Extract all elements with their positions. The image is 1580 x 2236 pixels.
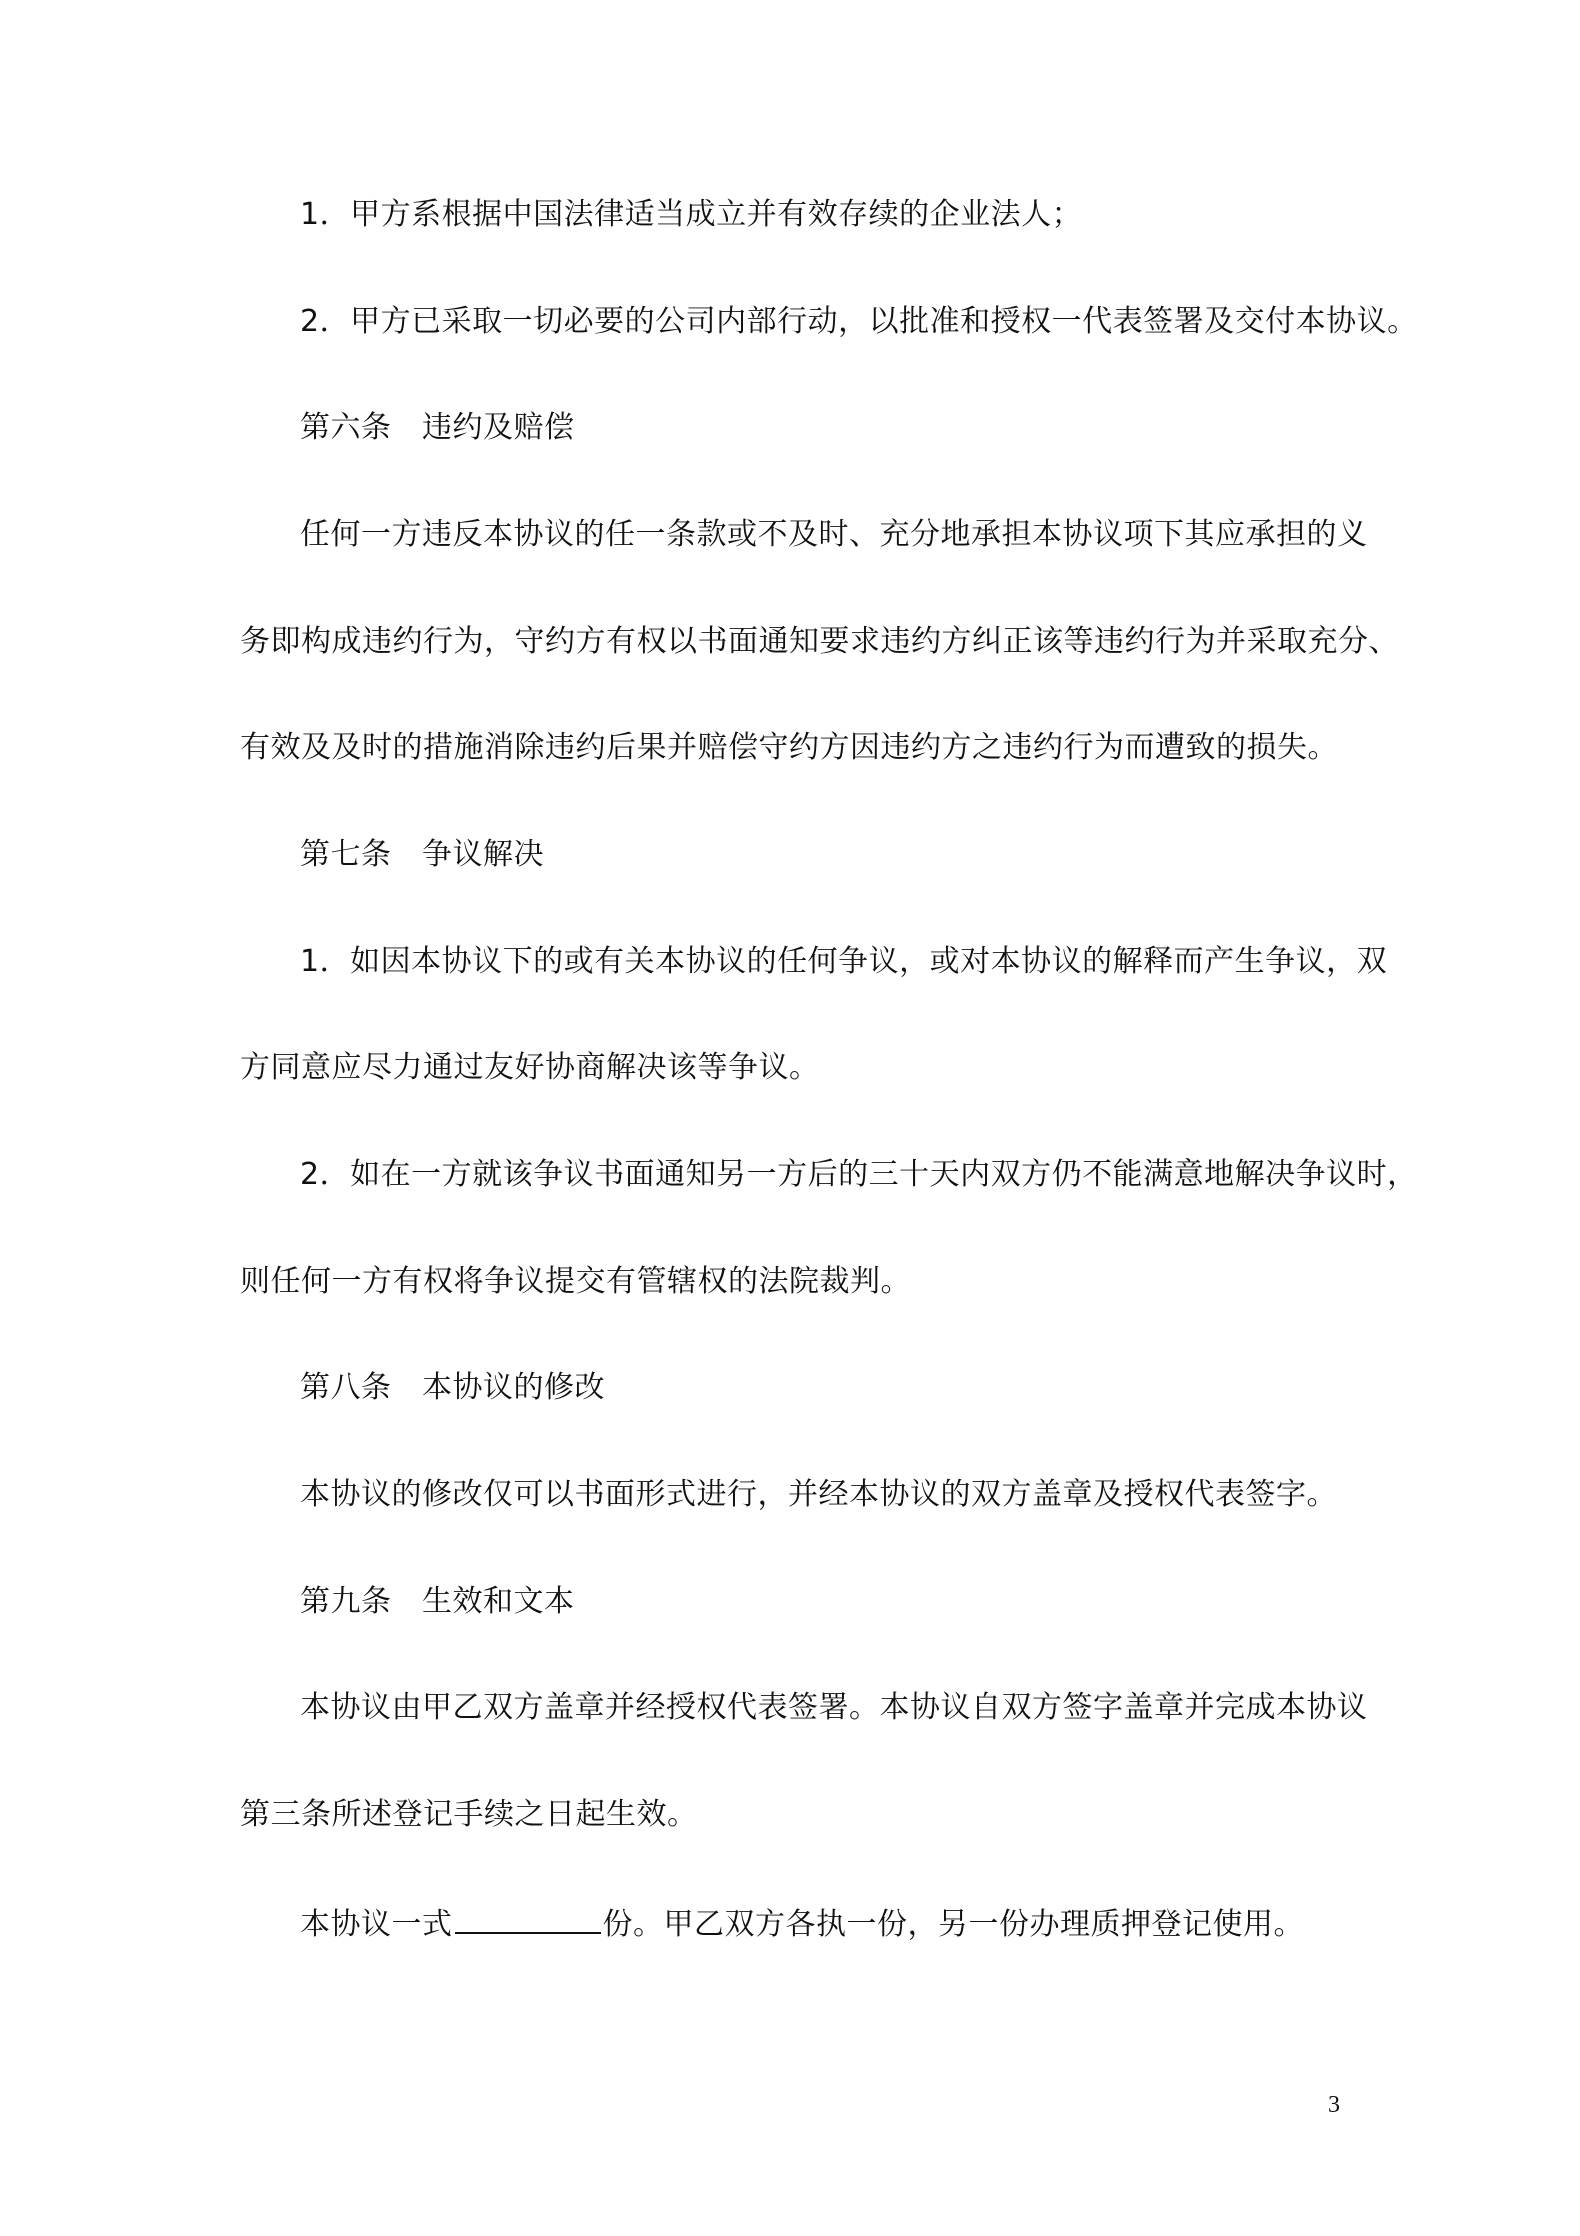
clause-5-item-1: 1．甲方系根据中国法律适当成立并有效存续的企业法人；	[300, 197, 1083, 232]
article-6-text-line-2: 务即构成违约行为，守约方有权以书面通知要求违约方纠正该等违约行为并采取充分、	[240, 624, 1399, 659]
article-9-text-line-1: 本协议由甲乙双方盖章并经授权代表签署。本协议自双方签字盖章并完成本协议	[300, 1690, 1368, 1725]
article-6-heading: 第六条 违约及赔偿	[300, 410, 575, 445]
copies-prefix: 本协议一式	[300, 1907, 453, 1942]
copies-suffix: 份。甲乙双方各执一份，另一份办理质押登记使用。	[602, 1907, 1304, 1942]
article-7-heading: 第七条 争议解决	[300, 837, 544, 872]
article-7-item-1-line-2: 方同意应尽力通过友好协商解决该等争议。	[240, 1050, 820, 1085]
article-7-item-2-line-1: 2．如在一方就该争议书面通知另一方后的三十天内双方仍不能满意地解决争议时，	[300, 1157, 1418, 1192]
article-6-text-line-3: 有效及及时的措施消除违约后果并赔偿守约方因违约方之违约行为而遭致的损失。	[240, 730, 1338, 765]
article-8-text: 本协议的修改仅可以书面形式进行，并经本协议的双方盖章及授权代表签字。	[300, 1477, 1337, 1512]
article-9-text-line-2: 第三条所述登记手续之日起生效。	[240, 1797, 698, 1832]
article-6-text-line-1: 任何一方违反本协议的任一条款或不及时、充分地承担本协议项下其应承担的义	[300, 517, 1368, 552]
clause-5-item-2: 2．甲方已采取一切必要的公司内部行动，以批准和授权一代表签署及交付本协议。	[300, 304, 1418, 339]
page-number: 3	[1328, 2092, 1340, 2118]
article-7-item-2-line-2: 则任何一方有权将争议提交有管辖权的法院裁判。	[240, 1264, 911, 1299]
copies-count-blank[interactable]	[455, 1902, 601, 1934]
copies-sentence	[300, 1902, 1304, 1945]
article-8-heading: 第八条 本协议的修改	[300, 1370, 605, 1405]
article-7-item-1-line-1: 1．如因本协议下的或有关本协议的任何争议，或对本协议的解释而产生争议，双	[300, 944, 1388, 979]
article-9-heading: 第九条 生效和文本	[300, 1584, 575, 1619]
